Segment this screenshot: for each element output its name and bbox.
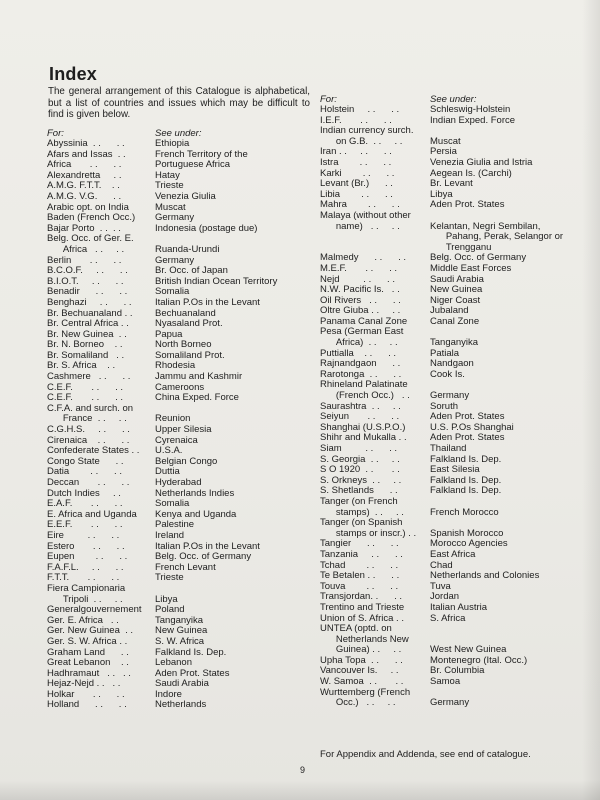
country-name: Mahra . . . . [320,199,400,211]
see-under-value: Spanish Morocco [430,527,504,539]
country-name: Eire . . . . [47,529,120,541]
country-name: UNTEA (optd. on [320,623,392,635]
country-name: Tripoli . . . . [47,593,123,605]
country-name: Guinea) . . . . [320,644,402,656]
country-name: (French Occ.) . . [320,390,410,402]
see-under-value: Schleswig-Holstein [430,104,511,115]
country-name: Bajar Porto . . . . [47,222,121,234]
see-under-value: Italian P.Os in the Levant [155,296,260,308]
see-under-value: Belg. Occ. of Germany [155,551,252,563]
country-name: Graham Land . . [47,646,129,658]
country-name: Occ.) . . . . [320,697,396,709]
index-entry [320,444,566,455]
country-name: Rajnandgaon . . [320,358,401,370]
country-name: Vancouver Is. . . [320,665,399,677]
country-name: Estero . . . . [47,540,125,552]
see-under-value: Falkland Is. Dep. [430,474,502,486]
country-name: Trentino and Trieste [320,601,405,613]
country-name: I.E.F. . . . . [320,114,392,126]
country-name: Br. Somaliland . . [47,349,125,361]
country-name: Touva . . . . [320,580,399,592]
country-name: Iran . . . . . . [320,146,392,158]
see-under-value: Palestine [155,519,195,531]
see-under-value: Aden Prot. States [430,411,505,423]
country-name: Belg. Occ. of Ger. E. [47,233,134,245]
see-under-value: Aegean Is. (Carchi) [430,167,512,179]
country-name: Congo State . . [47,455,124,467]
see-under-value: French Levant [155,561,216,573]
see-under-value: Venezia Giulia and Istria [430,156,533,168]
see-under-value: Rhodesia [155,360,196,372]
see-under-value: Samoa [430,676,461,688]
country-name: A.M.G. V.G. . . [47,190,122,202]
country-name: Hejaz-Nejd . . . . [47,678,121,690]
country-name: Malmedy . . . . [320,252,407,264]
country-name: Benghazi . . . . [47,296,132,308]
see-under-value: New Guinea [430,284,483,296]
index-entry [47,478,309,489]
see-under-value: Patiala [430,347,460,359]
see-under-value: Libya [430,188,453,200]
see-under-value: Thailand [430,443,467,454]
country-name: on G.B. . . . . [320,135,403,147]
see-under-value: Venezia Giulia [155,190,216,202]
see-under-value: Aden Prot. States [430,199,505,211]
country-name: Baden (French Occ.) [47,212,136,224]
country-name: Oil Rivers . . . . [320,294,401,306]
see-under-value: S. W. Africa [155,635,205,647]
country-name: Holland . . . . [47,699,127,711]
index-entry [320,158,566,169]
see-under-value: Aden Prot. States [430,432,505,444]
country-name: Ger. New Guinea . . [47,625,134,637]
see-under-value: Nandgaon [430,358,474,370]
see-under-value: Chad [430,559,453,571]
see-under-value: Papua [155,328,183,340]
see-under-value: Jammu and Kashmir [155,371,243,383]
country-name: E.E.F. . . . . [47,519,123,531]
page-number: 9 [300,765,306,775]
see-under-value: Trieste [155,572,184,584]
country-name: Br. S. Africa . . [47,360,116,372]
country-name: Afars and Issas . . [47,148,126,160]
country-name: S. Georgia . . . . [320,453,400,465]
see-under-value: Muscat [430,135,461,147]
country-name: B.I.O.T. . . . . [47,275,124,287]
country-name: Cashmere . . . . [47,371,131,383]
see-under-value [430,624,566,635]
country-name: Br. Central Africa . . [47,318,129,330]
see-under-value: French Morocco [430,506,499,518]
page-title: Index [49,64,98,84]
index-entry [47,584,309,595]
country-name: Br. N. Borneo . . [47,339,123,351]
see-under-value: Montenegro (Ital. Occ.) [430,654,528,666]
country-name [320,232,430,243]
country-name: Holkar . . . . [47,688,125,700]
index-entry [320,105,566,116]
country-name: Hadhramaut . . . . [47,667,131,679]
see-under-value: East Silesia [430,464,480,476]
index-entry [320,550,566,561]
see-under-value: West New Guinea [430,644,507,656]
country-name: M.E.F. . . . . [320,262,398,274]
country-name: Abyssinia . . . . [47,138,125,149]
see-under-value: Canal Zone [430,315,480,327]
see-under-value: Morocco Agencies [430,538,508,550]
see-under-label: See under: [430,94,477,105]
country-name: Holstein . . . . [320,104,400,115]
country-name: Ger. E. Africa . . [47,614,119,626]
see-under-value: Kelantan, Negri Sembilan, [430,220,541,232]
country-name: C.E.F. . . . . [47,381,124,393]
country-name: E. Africa and Uganda [47,508,137,520]
see-under-value: Bechuanaland [155,307,216,319]
country-name: Dutch Indies . . [47,487,121,499]
see-under-value: East Africa [430,548,476,560]
see-under-value [155,584,309,595]
see-under-value: Somalia [155,498,190,510]
see-under-value: Poland [155,604,185,616]
country-name: name) . . . . [320,220,400,232]
see-under-value: Reunion [155,413,191,425]
see-under-value: Cook Is. [430,368,465,380]
see-under-value: Germany [430,697,470,709]
page-shadow-right [582,0,600,800]
see-under-value: Saudi Arabia [155,678,209,690]
country-name: Libia . . . . [320,188,393,200]
country-name: Shanghai (U.S.P.O.) [320,421,406,433]
see-under-value: U.S. P.Os Shanghai [430,421,514,433]
see-under-value: Br. Columbia [430,665,485,677]
country-name: Eupen . . . . [47,551,128,563]
country-name: Panama Canal Zone [320,315,408,327]
country-name: Netherlands New [320,633,409,645]
country-name: Tanger (on Spanish [320,517,403,529]
see-under-value: Upper Silesia [155,424,212,436]
country-name: Great Lebanon . . [47,657,129,669]
country-name: Generalgouvernement [47,604,142,616]
country-name: Tanger (on French [320,495,398,507]
country-name: Nejd . . . . [320,273,395,285]
see-under-value: British Indian Ocean Territory [155,275,278,287]
see-under-value: Hyderabad [155,477,202,488]
see-under-value [430,497,566,508]
country-name: S. Shetlands . . [320,485,398,497]
country-name: Rhineland Palatinate [320,379,408,391]
see-under-value: Saudi Arabia [430,273,484,285]
see-under-value: Pahang, Perak, Selangor or [430,231,564,243]
page-shadow-bottom [0,780,600,800]
see-under-value: Netherlands and Colonies [430,570,540,582]
for-label: For: [320,94,337,105]
country-name: Te Betalen . . . . [320,570,400,582]
country-name: C.F.A. and surch. on [47,402,134,414]
see-under-value: Italian P.Os in the Levant [155,540,260,552]
country-name: F.A.F.L. . . . . [47,561,124,573]
country-name: Siam . . . . [320,443,398,454]
country-name: Cirenaica . . . . [47,434,130,446]
appendix-note: For Appendix and Addenda, see end of catalogue. [320,749,531,760]
country-name: Tanzania . . . . [320,548,403,560]
see-under-value: Jordan [430,591,460,603]
country-name: Karki . . . . [320,167,395,179]
see-under-value: Falkland Is. Dep. [430,453,502,465]
index-rows [47,139,309,711]
country-name: Africa . . . . [47,159,122,171]
country-name: S O 1920 . . . . [320,464,400,476]
see-under-value: Aden Prot. States [155,667,230,679]
see-under-value: Jubaland [430,305,469,317]
see-under-value: Portuguese Africa [155,159,230,171]
country-name: Pesa (German East [320,326,404,338]
see-under-value: Indonesia (postage due) [155,222,258,234]
see-under-value: Nyasaland Prot. [155,318,223,330]
see-under-value: Muscat [155,201,186,213]
country-name: stamps or inscr.) . . [320,527,417,539]
see-under-value: Cameroons [155,381,205,393]
see-under-value: Ruanda-Urundi [155,243,220,255]
country-name: W. Samoa . . . . [320,676,404,688]
index-entry [320,211,566,222]
index-entry [320,603,566,614]
see-under-value: Br. Occ. of Japan [155,265,228,277]
country-name: N.W. Pacific Is. . . [320,284,400,296]
see-under-value: Germany [155,254,195,266]
country-name: C.E.F. . . . . [47,392,124,404]
country-name: Berlin . . . . [47,254,122,266]
see-under-label: See under: [155,128,202,139]
index-entry [320,264,566,275]
country-name: France . . . . [47,413,127,425]
index-column-left [47,128,309,711]
country-name: Transjordan. . . . [320,591,403,603]
see-under-value: Falkland Is. Dep. [430,485,502,497]
index-entry [47,139,309,150]
see-under-value [430,211,566,222]
see-under-value: Lebanon [155,657,192,669]
country-name: Africa) . . . . [320,337,398,349]
see-under-value: Somaliland Prot. [155,349,225,361]
intro-paragraph: The general arrangement of this Catalogue is alphabetical, but a list of countries and issues which may be difficult to find is given below. [48,86,310,120]
see-under-value: China Exped. Force [155,392,239,404]
see-under-value: U.S.A. [155,445,183,457]
see-under-value: Middle East Forces [430,262,512,274]
see-under-value: Niger Coast [430,294,481,306]
country-name: Union of S. Africa . . [320,612,404,624]
country-name: E.A.F. . . . . [47,498,123,510]
index-rows [320,105,566,709]
see-under-value: Indore [155,688,182,700]
see-under-value: Netherlands [155,699,207,711]
see-under-value: Trengganu [430,241,492,253]
country-name: Shihr and Mukalla . . [320,432,407,444]
index-entry [47,192,309,203]
country-name: Confederate States . . [47,445,140,457]
see-under-value: Persia [430,146,457,158]
see-under-value: Belgian Congo [155,455,218,467]
country-name: Br. New Guinea . . [47,328,127,340]
see-under-value: Trieste [155,180,184,192]
see-under-value: French Territory of the [155,148,248,160]
see-under-value: Tanganyika [155,614,204,626]
see-under-value: Netherlands Indies [155,487,235,499]
see-under-value: Libya [155,593,178,605]
index-column-right [320,94,566,709]
country-name: Rarotonga . . . . [320,368,402,380]
country-name: Tangier . . . . [320,538,399,550]
country-name: Seiyun . . . . [320,411,400,423]
see-under-value: Duttia [155,466,180,478]
see-under-value: Br. Levant [430,178,473,190]
country-name: C.G.H.S. . . . . [47,424,130,436]
country-name: Indian currency surch. [320,125,414,137]
see-under-value: S. Africa [430,612,466,624]
see-under-value: Ethiopia [155,138,190,149]
see-under-value: Soruth [430,400,458,412]
index-entry [47,637,309,648]
country-name: Ger. S. W. Africa . . [47,635,128,647]
country-name: Oltre Giuba . . . . [320,305,401,317]
country-name: Africa . . . . [47,243,125,255]
see-under-value: Germany [430,390,470,402]
see-under-value: New Guinea [155,625,208,637]
country-name: Upha Topa . . . . [320,654,403,666]
see-under-value: Belg. Occ. of Germany [430,252,527,264]
see-under-value: Ireland [155,529,185,541]
see-under-value: Indian Exped. Force [430,114,516,126]
country-name: F.T.T. . . . . [47,572,120,584]
country-name: Saurashtra . . . . [320,400,401,412]
see-under-value: Falkland Is. Dep. [155,646,227,658]
country-name: Alexandretta . . [47,169,122,181]
index-entry [47,531,309,542]
see-under-value: Italian Austria [430,601,488,613]
for-label: For: [47,128,64,139]
see-under-value: Kenya and Uganda [155,508,237,520]
see-under-value: Tanganyika [430,337,479,349]
country-name: S. Orkneys . . . . [320,474,402,486]
country-name: Br. Bechuanaland . . [47,307,133,319]
see-under-value: Cyrenaica [155,434,198,446]
country-name: Puttialla . . . . [320,347,397,359]
see-under-value: Hatay [155,169,180,181]
index-entry [320,497,566,508]
index-entry [320,698,566,709]
country-name: stamps) . . . . [320,506,404,518]
country-name: Deccan . . . . [47,477,130,488]
country-name: Datia . . . . [47,466,122,478]
index-entry [47,245,309,256]
country-name: Fiera Campionaria [47,582,126,594]
see-under-value: Germany [155,212,195,224]
index-entry [47,298,309,309]
country-name: Tchad . . . . [320,559,399,571]
country-name: Wurttemberg (French [320,686,411,698]
country-name: A.M.G. F.T.T. . . [47,180,120,192]
see-under-value: Somalia [155,286,190,298]
country-name: Istra . . . . [320,156,392,168]
country-name: Benadir . . . . [47,286,128,298]
see-under-value: North Borneo [155,339,212,351]
see-under-value: Tuva [430,580,451,592]
country-name: B.C.O.F. . . . . [47,265,128,277]
index-entry [47,700,309,711]
country-name: Levant (Br.) . . [320,178,393,190]
country-name: Malaya (without other [320,209,411,221]
country-name: Arabic opt. on India [47,201,129,213]
